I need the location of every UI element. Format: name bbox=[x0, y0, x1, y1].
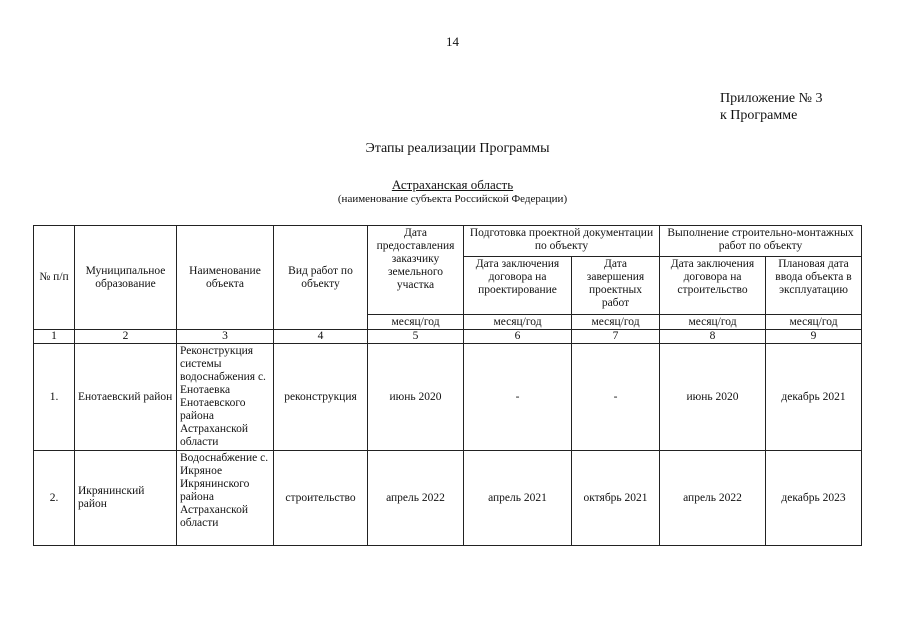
unit-cell: месяц/год bbox=[464, 315, 572, 330]
column-number: 3 bbox=[177, 330, 274, 344]
header-construction-group: Выполнение строительно-монтажных работ по объекту bbox=[660, 226, 862, 257]
unit-cell: месяц/год bbox=[660, 315, 766, 330]
row-construction-contract: апрель 2022 bbox=[660, 451, 766, 546]
header-construction-contract: Дата заключения договора на строительство bbox=[660, 257, 766, 315]
table-row bbox=[34, 451, 862, 546]
column-number: 4 bbox=[274, 330, 368, 344]
column-number: 5 bbox=[368, 330, 464, 344]
region-heading bbox=[0, 177, 905, 193]
region-name: Астраханская область bbox=[391, 177, 514, 192]
document-title: Этапы реализации Программы bbox=[365, 141, 550, 156]
column-number: 2 bbox=[75, 330, 177, 344]
header-num: № п/п bbox=[34, 226, 75, 330]
row-work-type: реконструкция bbox=[274, 344, 368, 451]
row-commissioning: декабрь 2023 bbox=[766, 451, 862, 546]
row-object-name: Реконструкция системы водоснабжения с. Енотаевка Енотаевского района Астраханской области bbox=[177, 344, 274, 451]
header-design-group: Подготовка проектной документации по объекту bbox=[464, 226, 660, 257]
row-design-end: октябрь 2021 bbox=[572, 451, 660, 546]
row-design-contract: - bbox=[464, 344, 572, 451]
header-land-date: Дата предоставления заказчику земельного участка bbox=[368, 226, 464, 315]
column-number: 8 bbox=[660, 330, 766, 344]
row-num: 2. bbox=[34, 451, 75, 546]
row-land-date: апрель 2022 bbox=[368, 451, 464, 546]
row-work-type: строительство bbox=[274, 451, 368, 546]
appendix-label bbox=[720, 90, 823, 124]
header-design-end: Дата завершения проектных работ bbox=[572, 257, 660, 315]
header-commissioning: Плановая дата ввода объекта в эксплуатацию bbox=[766, 257, 862, 315]
region-subtitle: (наименование субъекта Российской Федерации) bbox=[337, 193, 568, 205]
page-number: 14 bbox=[446, 34, 459, 49]
row-municipality: Икрянинский район bbox=[75, 451, 177, 546]
header-design-contract: Дата заключения договора на проектирование bbox=[464, 257, 572, 315]
unit-cell: месяц/год bbox=[368, 315, 464, 330]
appendix-line-1: Приложение № 3 bbox=[720, 91, 823, 106]
appendix-line-2: к Программе bbox=[720, 108, 798, 123]
column-number: 9 bbox=[766, 330, 862, 344]
header-municipality: Муниципальное образование bbox=[75, 226, 177, 330]
row-num: 1. bbox=[34, 344, 75, 451]
row-design-end: - bbox=[572, 344, 660, 451]
header-row bbox=[34, 226, 862, 257]
row-municipality: Енотаевский район bbox=[75, 344, 177, 451]
row-object-name: Водоснабжение с. Икряное Икрянинского района Астраханской области bbox=[177, 451, 274, 546]
row-construction-contract: июнь 2020 bbox=[660, 344, 766, 451]
header-work-type: Вид работ по объекту bbox=[274, 226, 368, 330]
row-design-contract: апрель 2021 bbox=[464, 451, 572, 546]
row-land-date: июнь 2020 bbox=[368, 344, 464, 451]
header-object-name: Наименование объекта bbox=[177, 226, 274, 330]
unit-cell: месяц/год bbox=[766, 315, 862, 330]
column-number: 7 bbox=[572, 330, 660, 344]
column-numbers-row bbox=[34, 330, 862, 344]
stages-table bbox=[33, 225, 862, 546]
row-commissioning: декабрь 2021 bbox=[766, 344, 862, 451]
column-number: 6 bbox=[464, 330, 572, 344]
unit-cell: месяц/год bbox=[572, 315, 660, 330]
column-number: 1 bbox=[34, 330, 75, 344]
table-row bbox=[34, 344, 862, 451]
